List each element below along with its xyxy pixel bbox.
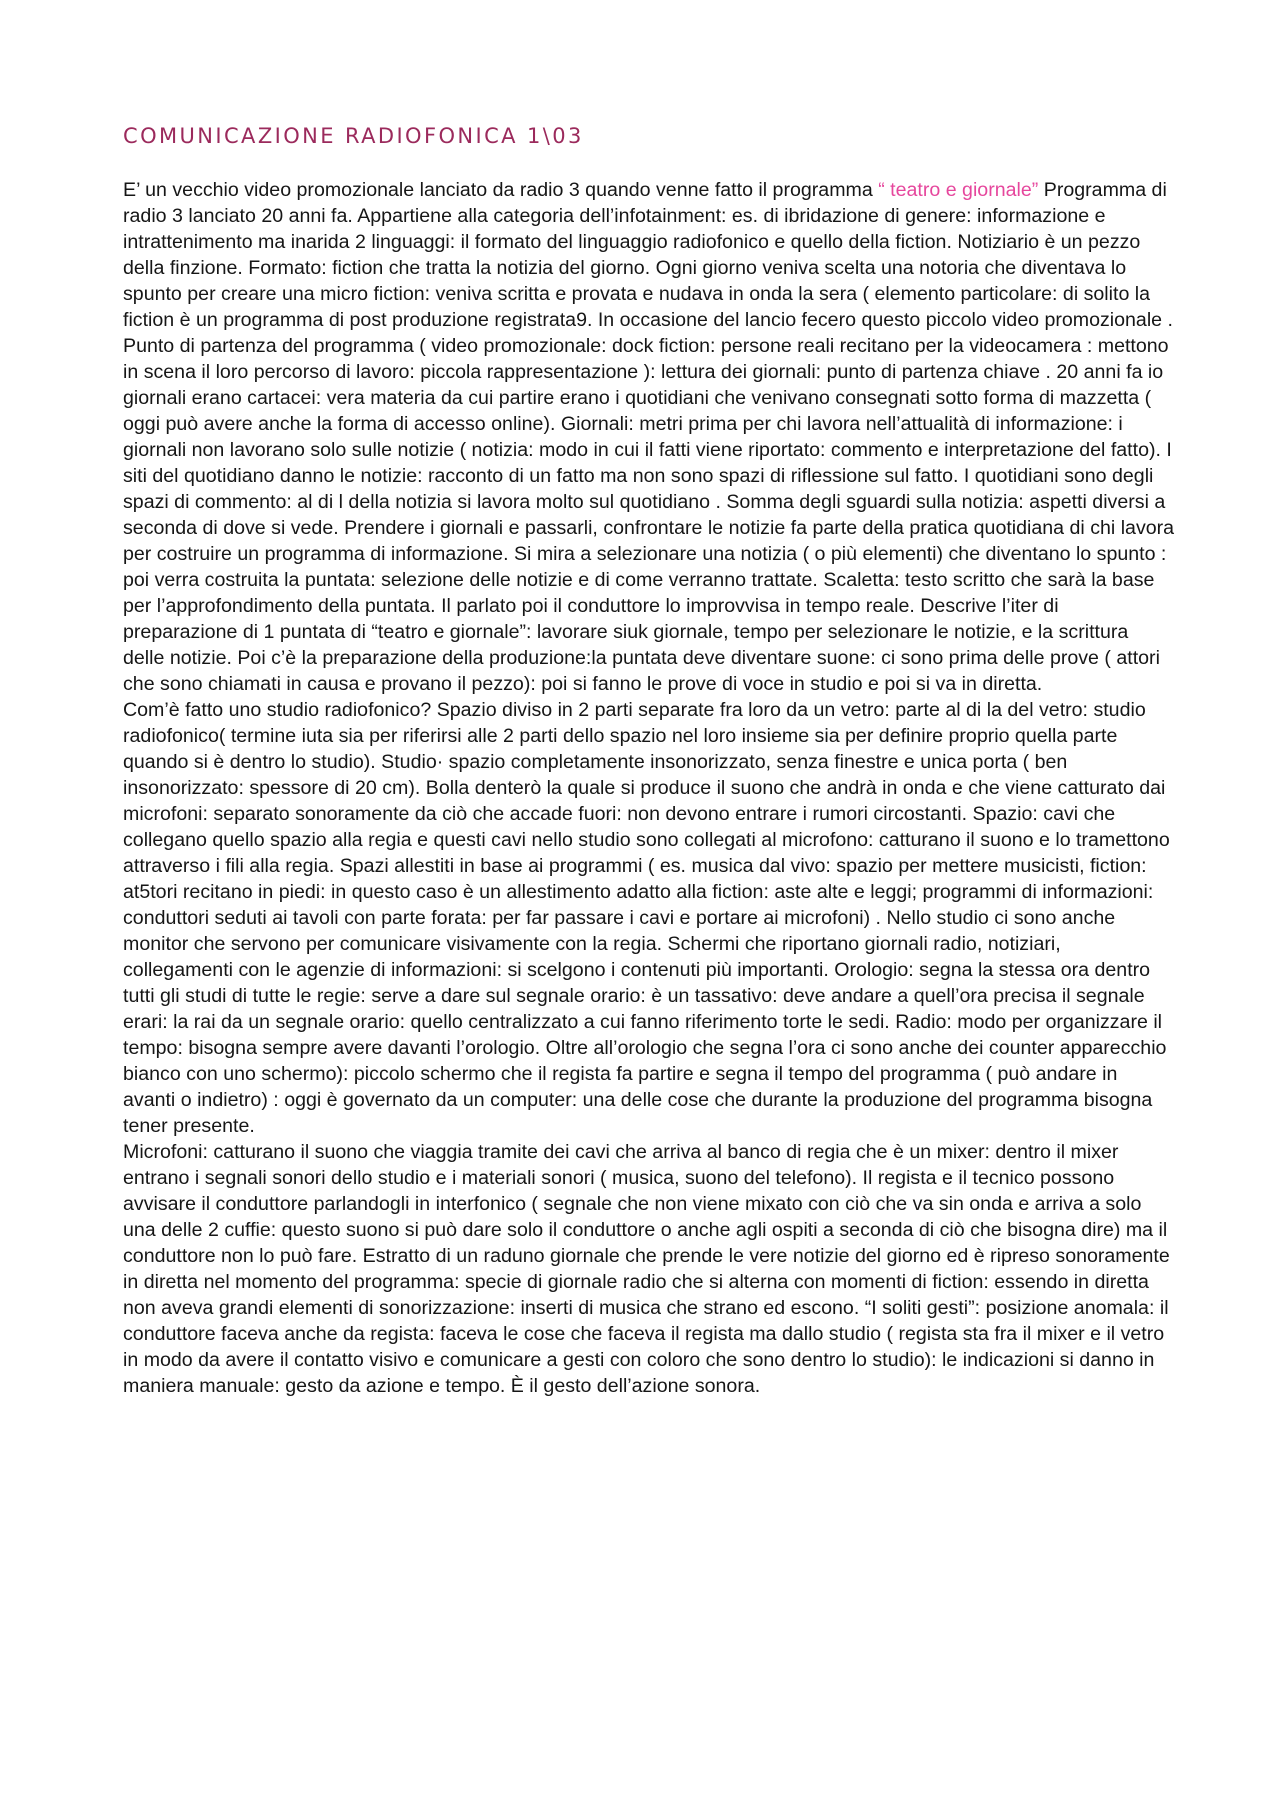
page-title: COMUNICAZIONE RADIOFONICA 1\03 <box>123 124 584 148</box>
paragraph-intro-rest: Programma di radio 3 lanciato 20 anni fa. Appartiene alla categoria dell’infotainment: es. di ibridazione di genere: informazione e intrattenimento ma inarida 2 linguaggi: il formato del linguaggio radiofonico e quello della fiction. Notiziario è un pezzo della finzione. Formato: fiction che tratta la notizia del giorno. Ogni giorno veniva scelta una notoria che diventava lo spunto per creare una micro fiction: veniva scritta e provata e nudava in onda la sera ( elemento particolare: di solito la fiction è un programma di post produzione registrata9. In occasione del lancio fecero questo piccolo video promozionale . Punto di partenza del programma ( video promozionale: dock fiction: persone reali recitano per la videocamera : mettono in scena il loro percorso di lavoro: piccola rappresentazione ): lettura dei giornali: punto di partenza chiave . 20 anni fa io giornali erano cartacei: vera materia da cui partire erano i quotidiani che venivano consegnati sotto forma di mazzetta ( oggi può avere anche la forma di accesso online). Giornali: metri prima per chi lavora nell’attualità di informazione: i giornali non lavorano solo sulle notizie ( notizia: modo in cui il fatti viene riportato: commento e interpretazione del fatto). I siti del quotidiano danno le notizie: racconto di un fatto ma non sono spazi di riflessione sul fatto. I quotidiani sono degli spazi di commento: al di l della notizia si lavora molto sul quotidiano . Somma degli sguardi sulla notizia: aspetti diversi a seconda di dove si vede. Prendere i giornali e passarli, confrontare le notizie fa parte della pratica quotidiana di chi lavora per costruire un programma di informazione. Si mira a selezionare una notizia ( o più elementi) che diventano lo spunto : poi verra costruita la puntata: selezione delle notizie e di come verranno trattate. Scaletta: testo scritto che sarà la base per l’approfondimento della puntata. Il parlato poi il conduttore lo improvvisa in tempo reale. Descrive l’iter di preparazione di 1 puntata di “teatro e giornale”: lavorare siuk giornale, tempo per selezionare le notizie, e la scrittura delle notizie. Poi c’è la preparazione della produzione:la puntata deve diventare suone: ci sono prima delle prove ( attori che sono chiamati in causa e provano il pezzo): poi si fanno le prove di voce in studio e poi si va in diretta. <box>123 179 1175 695</box>
paragraph-intro <box>123 177 1175 697</box>
program-title-highlight: “ teatro e giornale” <box>878 179 1039 201</box>
paragraph-intro-lead: E’ un vecchio video promozionale lanciato da radio 3 quando venne fatto il programma <box>123 179 873 201</box>
document-body <box>123 177 1175 1399</box>
paragraph-microphones: Microfoni: catturano il suono che viaggia tramite dei cavi che arriva al banco di regia che è un mixer: dentro il mixer entrano i segnali sonori dello studio e i materiali sonori ( musica, suono del telefono). Il regista e il tecnico possono avvisare il conduttore parlandogli in interfonico ( segnale che non viene mixato con ciò che va sin onda e arriva a solo una delle 2 cuffie: questo suono si può dare solo il conduttore o anche agli ospiti a seconda di ciò che bisogna dire) ma il conduttore non lo può fare. Estratto di un raduno giornale che prende le vere notizie del giorno ed è ripreso sonoramente in diretta nel momento del programma: specie di giornale radio che si alterna con momenti di fiction: essendo in diretta non aveva grandi elementi di sonorizzazione: inserti di musica che strano ed escono. “I soliti gesti”: posizione anomala: il conduttore faceva anche da regista: faceva le cose che faceva il regista ma dallo studio ( regista sta fra il mixer e il vetro in modo da avere il contatto visivo e comunicare a gesti con coloro che sono dentro lo studio): le indicazioni si danno in maniera manuale: gesto da azione e tempo. È il gesto dell’azione sonora. <box>123 1141 1170 1397</box>
paragraph-studio: Com’è fatto uno studio radiofonico? Spazio diviso in 2 parti separate fra loro da un vetro: parte al di la del vetro: studio radiofonico( termine iuta sia per riferirsi alle 2 parti dello spazio nel loro insieme sia per definire proprio quella parte quando si è dentro lo studio). Studio· spazio completamente insonorizzato, senza finestre e unica porta ( ben insonorizzato: spessore di 20 cm). Bolla denterò la quale si produce il suono che andrà in onda e che viene catturato dai microfoni: separato sonoramente da ciò che accade fuori: non devono entrare i rumori circostanti. Spazio: cavi che collegano quello spazio alla regia e questi cavi nello studio sono collegati al microfono: catturano il suono e lo tramettono attraverso i fili alla regia. Spazi allestiti in base ai programmi ( es. musica dal vivo: spazio per mettere musicisti, fiction: at5tori recitano in piedi: in questo caso è un allestimento adatto alla fiction: aste alte e leggi; programmi di informazioni: conduttori seduti ai tavoli con parte forata: per far passare i cavi e portare ai microfoni) . Nello studio ci sono anche monitor che servono per comunicare visivamente con la regia. Schermi che riportano giornali radio, notiziari, collegamenti con le agenzie di informazioni: si scelgono i contenuti più importanti. Orologio: segna la stessa ora dentro tutti gli studi di tutte le regie: serve a dare sul segnale orario: è un tassativo: deve andare a quell’ora precisa il segnale erari: la rai da un segnale orario: quello centralizzato a cui fanno riferimento torte le sedi. Radio: modo per organizzare il tempo: bisogna sempre avere davanti l’orologio. Oltre all’orologio che segna l’ora ci sono anche dei counter apparecchio bianco con uno schermo): piccolo schermo che il regista fa partire e segna il tempo del programma ( può andare in avanti o indietro) : oggi è governato da un computer: una delle cose che durante la produzione del programma bisogna tener presente. <box>123 699 1170 1137</box>
